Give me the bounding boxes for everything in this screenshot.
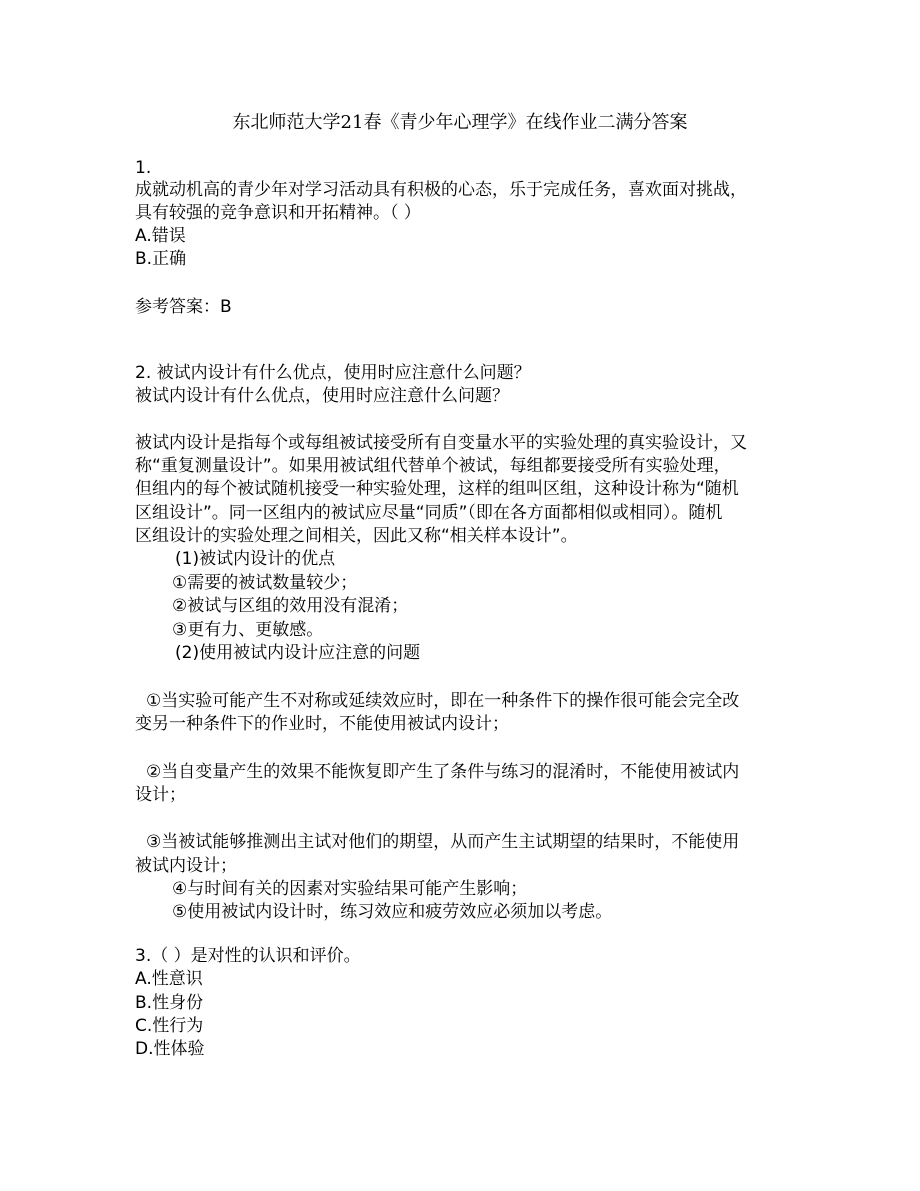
- q2-para-line1: 被试内设计是指每个或每组被试接受所有自变量水平的实验处理的真实验设计，又: [135, 433, 747, 453]
- q2-note-1-line2: 变另一种条件下的作业时，不能使用被试内设计；: [135, 714, 509, 734]
- q2-note-2-line1: ②当自变量产生的效果不能恢复即产生了条件与练习的混淆时，不能使用被试内: [146, 762, 740, 782]
- q2-para-line3: 但组内的每个被试随机接受一种实验处理，这样的组叫区组，这种设计称为“随机: [135, 479, 739, 499]
- q2-advantages-heading: (1)被试内设计的优点: [175, 549, 336, 569]
- q1-answer: 参考答案：B: [135, 297, 232, 317]
- q2-stem-repeat: 被试内设计有什么优点，使用时应注意什么问题？: [135, 386, 509, 406]
- q1-stem-line2: 具有较强的竞争意识和开拓精神。（ ）: [135, 203, 421, 223]
- q2-notes-heading: (2)使用被试内设计应注意的问题: [175, 643, 421, 663]
- q2-para-line5: 区组设计的实验处理之间相关，因此又称“相关样本设计”。: [135, 526, 578, 546]
- q2-note-3-line1: ③当被试能够推测出主试对他们的期望，从而产生主试期望的结果时，不能使用: [146, 832, 740, 852]
- q1-option-b: B.正确: [135, 249, 187, 269]
- q3-option-a: A.性意识: [135, 969, 203, 989]
- document-title: 东北师范大学21春《青少年心理学》在线作业二满分答案: [232, 112, 688, 133]
- q3-stem: 3.（ ）是对性的认识和评价。: [135, 946, 361, 966]
- q2-advantage-3: ③更有力、更敏感。: [172, 620, 324, 640]
- q2-advantage-2: ②被试与区组的效用没有混淆；: [172, 596, 409, 616]
- q2-para-line4: 区组设计”。同一区组内的被试应尽量“同质”（即在各方面都相似或相同）。随机: [135, 503, 723, 523]
- q2-note-1-line1: ①当实验可能产生不对称或延续效应时，即在一种条件下的操作很可能会完全改: [146, 691, 740, 711]
- q1-number: 1.: [135, 158, 152, 178]
- q3-option-b: B.性身份: [135, 993, 204, 1013]
- q2-note-2-line2: 设计；: [135, 785, 186, 805]
- q2-para-line2: 称“重复测量设计”。如果用被试组代替单个被试，每组都要接受所有实验处理，: [135, 456, 731, 476]
- q1-option-a: A.错误: [135, 226, 186, 246]
- q3-option-d: D.性体验: [135, 1039, 205, 1059]
- q3-option-c: C.性行为: [135, 1016, 204, 1036]
- q2-note-4: ④与时间有关的因素对实验结果可能产生影响；: [172, 879, 528, 899]
- q2-stem: 2. 被试内设计有什么优点，使用时应注意什么问题？: [135, 363, 531, 383]
- q2-advantage-1: ①需要的被试数量较少；: [172, 573, 358, 593]
- q2-note-3-line2: 被试内设计；: [135, 856, 237, 876]
- q2-note-5: ⑤使用被试内设计时，练习效应和疲劳效应必须加以考虑。: [172, 902, 613, 922]
- q1-stem-line1: 成就动机高的青少年对学习活动具有积极的心态，乐于完成任务，喜欢面对挑战，: [135, 180, 747, 200]
